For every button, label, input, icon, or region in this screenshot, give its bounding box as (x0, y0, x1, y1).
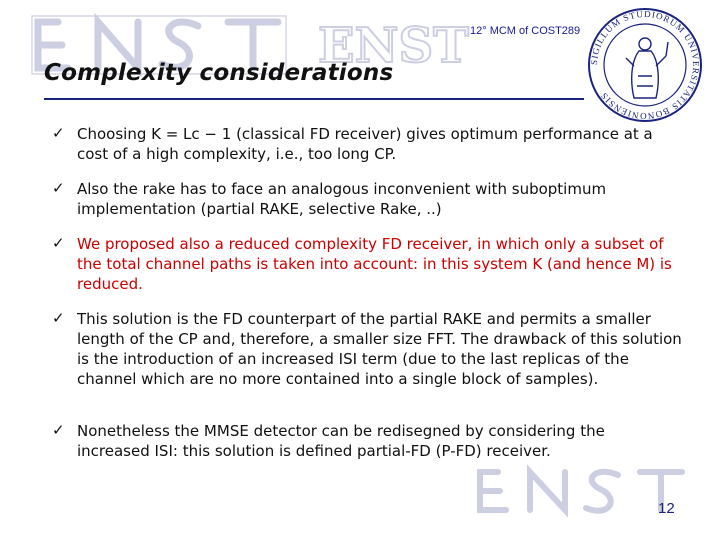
checkmark-icon: ✓ (52, 234, 65, 252)
slide-title: Complexity considerations (44, 60, 394, 86)
meeting-label: 12° MCM of COST289 (470, 25, 581, 37)
bullet-text: Nonetheless the MMSE detector can be redisegned by considering the increased ISI: this solution is defined partial-FD (P-FD) receiver. (77, 422, 605, 460)
checkmark-icon: ✓ (52, 421, 65, 439)
bullet-text: Choosing K = Lc − 1 (classical FD receiver) gives optimum performance at a cost of a high complexity, i.e., too long CP. (77, 125, 653, 163)
checkmark-icon: ✓ (52, 124, 65, 142)
svg-text:ENST: ENST (318, 18, 469, 74)
checkmark-icon: ✓ (52, 179, 65, 197)
bullet-text: This solution is the FD counterpart of the partial RAKE and permits a smaller length of the CP and, therefore, a smaller size FFT. The drawback of this solution is the introduction of an increased ISI term (due to the last replicas of the channel which are no more contained into a single block of samples). (77, 310, 682, 388)
bullet-text: Also the rake has to face an analogous inconvenient with suboptimum implementation (partial RAKE, selective Rake, ..) (77, 180, 607, 218)
svg-text:SIGILLUM STUDIORUM UNIVERSITAT: SIGILLUM STUDIORUM UNIVERSITATIS BONONIENSIS (588, 8, 702, 122)
enst-logo-watermark-bottom-icon (470, 462, 690, 520)
checkmark-icon: ✓ (52, 309, 65, 327)
page-number: 12 (658, 500, 675, 517)
title-underline (44, 98, 584, 100)
bullet-text-highlighted: We proposed also a reduced complexity FD receiver, in which only a subset of the total channel paths is taken into account: in this system K (and hence M) is reduced. (77, 235, 672, 293)
university-seal-icon (586, 6, 704, 124)
